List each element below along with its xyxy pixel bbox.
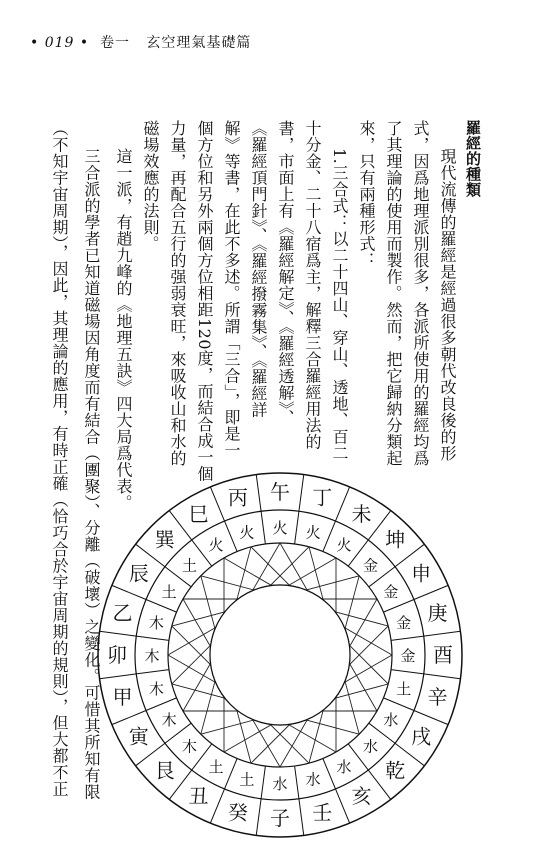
outer-ring-label: 乙 bbox=[112, 600, 133, 625]
outer-ring-divider bbox=[112, 710, 146, 724]
outer-ring-divider bbox=[112, 585, 146, 599]
inner-ring-label: 木 bbox=[148, 613, 164, 632]
luopan-compass-diagram bbox=[95, 470, 465, 840]
inner-ring-label: 金 bbox=[363, 556, 379, 575]
center-circle bbox=[210, 585, 350, 725]
outer-ring-divider bbox=[335, 487, 349, 521]
inner-ring-label: 木 bbox=[181, 737, 197, 756]
inner-ring-divider bbox=[295, 511, 299, 544]
outer-ring-divider bbox=[299, 799, 304, 836]
inner-ring-divider bbox=[391, 670, 424, 674]
outer-ring-divider bbox=[424, 674, 461, 679]
inner-ring-label: 土 bbox=[239, 770, 255, 789]
inner-ring-label: 金 bbox=[396, 613, 412, 632]
outer-ring-label: 巽 bbox=[154, 527, 175, 552]
text-column: 解》等書，在此不多述。所謂「三合」，即是一 bbox=[222, 120, 241, 459]
outer-ring-divider bbox=[256, 475, 261, 512]
inner-ring-label: 水 bbox=[272, 775, 288, 793]
inner-ring-label: 水 bbox=[383, 711, 399, 729]
outer-ring-label: 戌 bbox=[411, 724, 432, 749]
outer-ring-label: 寅 bbox=[128, 724, 149, 749]
outer-ring-label: 卯 bbox=[107, 643, 127, 667]
text-column: 個方位和另外兩個方位相距120度，而結合成一個 bbox=[195, 120, 214, 483]
outer-ring-label: 午 bbox=[270, 480, 290, 504]
outer-ring-label: 子 bbox=[270, 806, 290, 830]
inner-ring-divider bbox=[391, 636, 424, 640]
outer-ring-label: 艮 bbox=[154, 758, 175, 783]
outer-ring-label: 壬 bbox=[312, 800, 333, 825]
outer-ring-divider bbox=[424, 631, 461, 636]
outer-ring-label: 庚 bbox=[427, 600, 448, 625]
text-column: 了其理論的使用而製作。然而，把它歸納分類起 bbox=[384, 120, 403, 467]
inner-ring-divider bbox=[323, 758, 336, 788]
inner-ring-divider bbox=[136, 636, 169, 640]
inner-ring-divider bbox=[261, 766, 265, 799]
outer-ring-divider bbox=[210, 789, 224, 823]
text-column: 1.三合式：以二十四山、穿山、透地、百二 bbox=[330, 148, 349, 462]
inner-ring-divider bbox=[225, 758, 238, 788]
outer-ring-label: 辛 bbox=[427, 685, 448, 710]
text-column: 《羅經頂門針》、《羅經撥霧集》、《羅經詳 bbox=[249, 120, 268, 418]
outer-ring-label: 甲 bbox=[112, 685, 133, 710]
inner-ring-divider bbox=[323, 521, 336, 551]
page-number: • 019 • bbox=[30, 35, 90, 51]
inner-ring-divider bbox=[146, 600, 176, 613]
text-column: 式，因爲地理派別很多，各派所使用的羅經均爲 bbox=[411, 120, 430, 467]
outer-ring-divider bbox=[299, 475, 304, 512]
outer-ring-label: 未 bbox=[351, 501, 372, 526]
inner-ring-label: 土 bbox=[208, 757, 224, 776]
text-column: 來，只有兩種形式： bbox=[357, 120, 376, 269]
text-column: 力量，再配合五行的强弱衰旺，來吸收山和水的 bbox=[168, 120, 187, 467]
outer-ring-label: 亥 bbox=[351, 784, 372, 809]
outer-ring-label: 申 bbox=[411, 561, 432, 586]
text-column: 磁場效應的法則。 bbox=[141, 120, 160, 252]
inner-ring-label: 木 bbox=[161, 711, 177, 729]
inner-ring-label: 金 bbox=[383, 583, 399, 601]
inner-ring-label: 火 bbox=[272, 519, 288, 537]
inner-ring-label: 木 bbox=[148, 680, 164, 699]
inner-ring-label: 金 bbox=[400, 647, 416, 665]
outer-ring-label: 酉 bbox=[433, 643, 453, 667]
chapter-label: 卷一 bbox=[100, 35, 131, 51]
inner-ring-label: 火 bbox=[305, 523, 321, 542]
inner-ring-label: 火 bbox=[208, 536, 224, 555]
outer-ring-divider bbox=[414, 585, 448, 599]
inner-ring-divider bbox=[136, 670, 169, 674]
text-column: 書，市面上有《羅經解定》、《羅經透解》、 bbox=[276, 120, 295, 426]
page-header bbox=[30, 32, 251, 52]
outer-ring-label: 坤 bbox=[385, 527, 406, 552]
inner-ring-label: 木 bbox=[144, 647, 160, 665]
inner-ring-label: 火 bbox=[239, 523, 255, 542]
outer-ring-divider bbox=[100, 674, 137, 679]
inner-ring-divider bbox=[261, 511, 265, 544]
outer-ring-label: 丑 bbox=[188, 784, 209, 809]
text-column: 十分金、二十八宿爲主，解釋三合羅經用法的 bbox=[303, 120, 322, 450]
outer-ring-label: 乾 bbox=[385, 758, 406, 783]
inner-ring-label: 土 bbox=[161, 583, 177, 601]
inner-ring-label: 水 bbox=[336, 757, 352, 776]
text-column: （不知宇宙周期），因此，其理論的應用，有時正確（恰巧合於宇宙周期的規則），但大都不正 bbox=[50, 120, 69, 797]
outer-ring-divider bbox=[100, 631, 137, 636]
outer-ring-divider bbox=[210, 487, 224, 521]
inner-ring-label: 土 bbox=[181, 556, 197, 575]
text-column: 現代流傳的羅經是經過很多朝代改良後的形 bbox=[438, 148, 457, 462]
outer-ring-label: 丁 bbox=[312, 485, 333, 510]
outer-ring-divider bbox=[256, 799, 261, 836]
outer-ring-divider bbox=[335, 789, 349, 823]
inner-ring-divider bbox=[295, 766, 299, 799]
inner-ring-divider bbox=[383, 600, 413, 613]
inner-ring-label: 水 bbox=[305, 770, 321, 789]
inner-ring-label: 水 bbox=[363, 737, 379, 756]
inner-ring-divider bbox=[383, 698, 413, 711]
text-column: 這一派，有趙九峰的《地理五訣》四大局爲代表。 bbox=[114, 148, 133, 511]
outer-ring-label: 癸 bbox=[227, 800, 248, 825]
text-column: 三合派的學者已知道磁場因角度而有結合（團聚）、分離（破壞）之變化。可惜其所知有限 bbox=[82, 148, 101, 800]
outer-ring-divider bbox=[414, 710, 448, 724]
inner-ring-divider bbox=[225, 521, 238, 551]
book-title: 玄空理氣基礎篇 bbox=[146, 35, 252, 51]
outer-ring-label: 丙 bbox=[227, 485, 248, 510]
section-title: 羅經的種類 bbox=[464, 120, 482, 198]
inner-ring-divider bbox=[146, 698, 176, 711]
outer-ring-label: 辰 bbox=[128, 561, 149, 586]
inner-ring-label: 土 bbox=[396, 680, 412, 699]
inner-ring-label: 火 bbox=[336, 536, 352, 555]
outer-ring-label: 巳 bbox=[188, 501, 209, 526]
